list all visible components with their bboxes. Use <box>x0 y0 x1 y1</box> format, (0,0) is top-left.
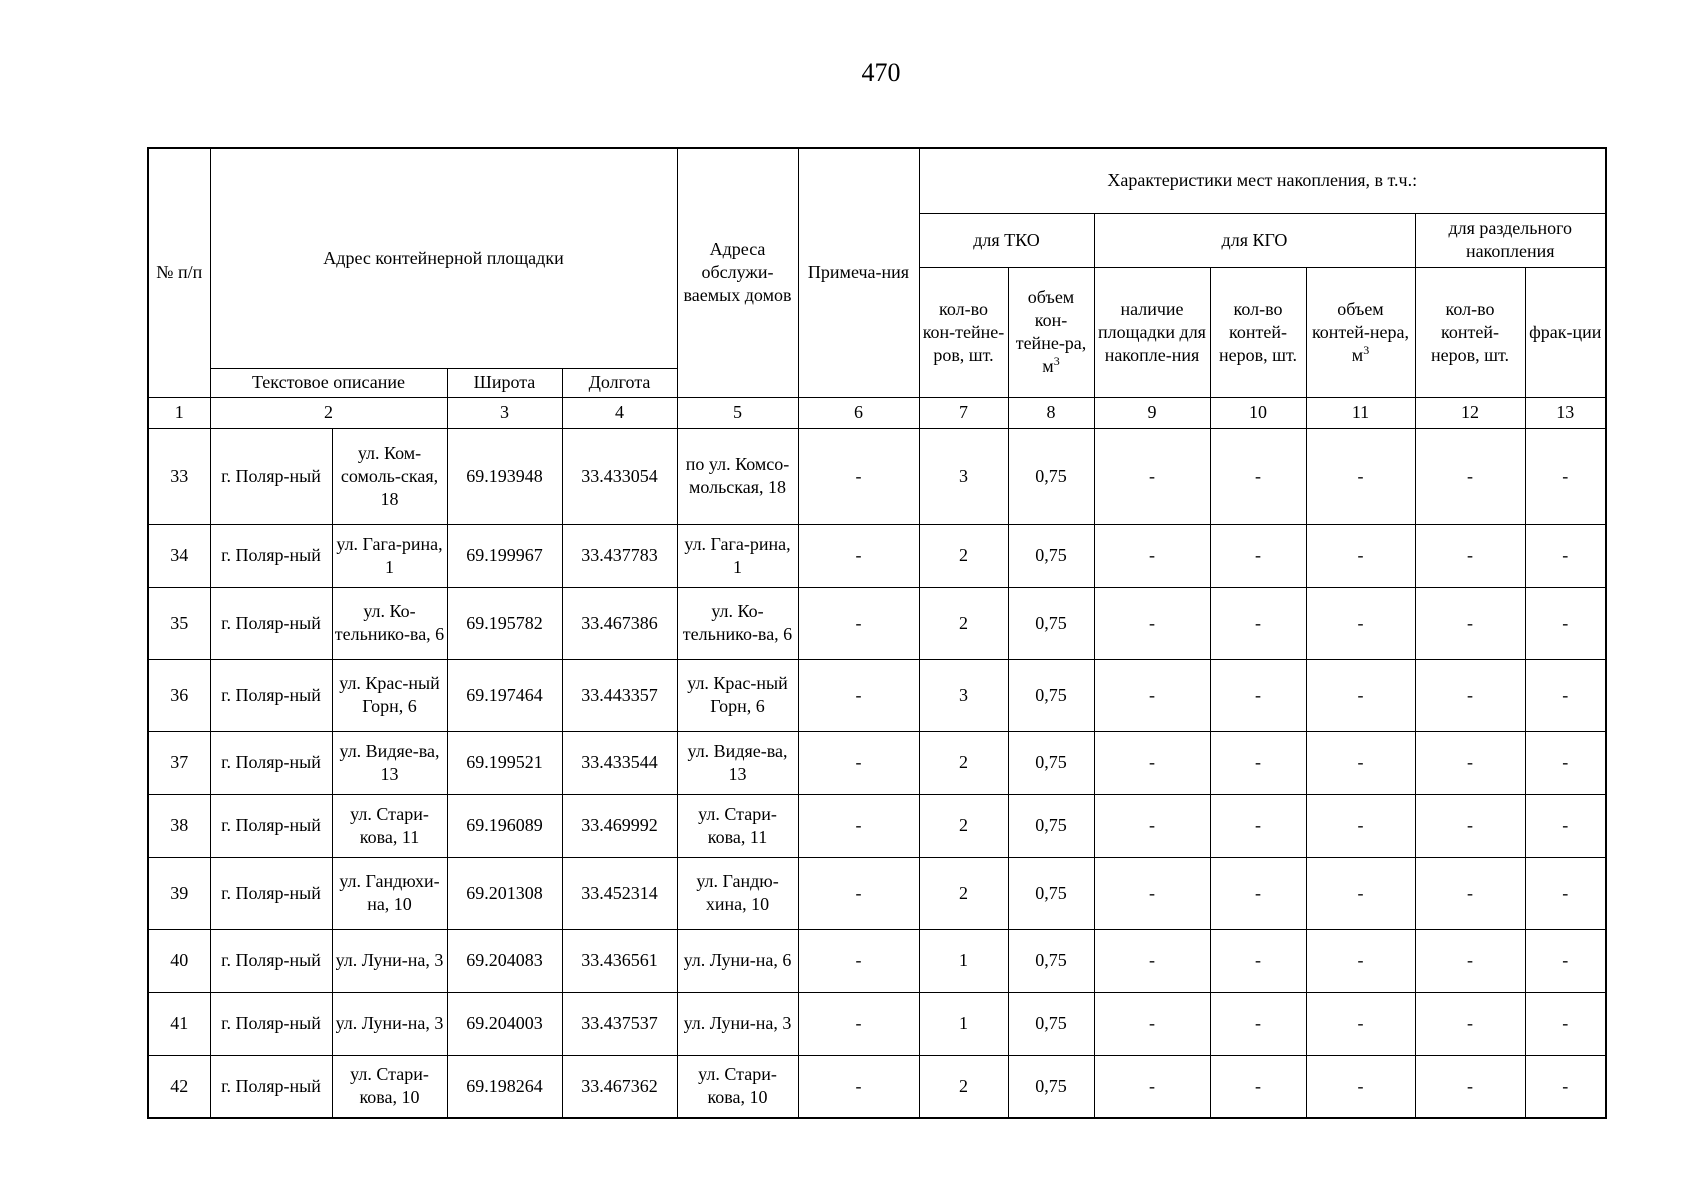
table-row <box>148 659 1606 731</box>
column-number: 1 <box>148 397 210 428</box>
served-address-cell: ул. Видяе-ва, 13 <box>677 731 798 794</box>
note-cell: - <box>798 428 919 524</box>
longitude-cell: 33.437783 <box>562 524 677 587</box>
column-number: 11 <box>1306 397 1415 428</box>
column-number: 2 <box>210 397 447 428</box>
unit-superscript: 3 <box>1053 354 1060 368</box>
served-address-cell: по ул. Комсо-мольская, 18 <box>677 428 798 524</box>
longitude-cell: 33.467386 <box>562 587 677 659</box>
column-number: 7 <box>919 397 1008 428</box>
city-cell: г. Поляр-ный <box>210 992 332 1055</box>
kgo-site-cell: - <box>1094 587 1210 659</box>
kgo-site-cell: - <box>1094 659 1210 731</box>
city-cell: г. Поляр-ный <box>210 659 332 731</box>
kgo-site-cell: - <box>1094 731 1210 794</box>
sep-fractions-cell: - <box>1525 659 1606 731</box>
kgo-volume-cell: - <box>1306 857 1415 929</box>
kgo-volume-cell: - <box>1306 659 1415 731</box>
kgo-count-cell: - <box>1210 731 1306 794</box>
note-cell: - <box>798 524 919 587</box>
tko-volume-cell: 0,75 <box>1008 929 1094 992</box>
latitude-cell: 69.197464 <box>447 659 562 731</box>
kgo-volume-cell: - <box>1306 731 1415 794</box>
served-address-cell: ул. Луни-на, 3 <box>677 992 798 1055</box>
sep-fractions-cell: - <box>1525 992 1606 1055</box>
tko-volume-cell: 0,75 <box>1008 731 1094 794</box>
sep-count-cell: - <box>1415 1055 1525 1118</box>
note-cell: - <box>798 587 919 659</box>
kgo-site-cell: - <box>1094 524 1210 587</box>
longitude-cell: 33.452314 <box>562 857 677 929</box>
header-longitude: Долгота <box>562 368 677 397</box>
header-kgo: для КГО <box>1094 213 1415 267</box>
header-latitude: Широта <box>447 368 562 397</box>
sep-count-cell: - <box>1415 428 1525 524</box>
latitude-cell: 69.201308 <box>447 857 562 929</box>
longitude-cell: 33.433054 <box>562 428 677 524</box>
sep-fractions-cell: - <box>1525 929 1606 992</box>
tko-count-cell: 2 <box>919 794 1008 857</box>
sep-fractions-cell: - <box>1525 731 1606 794</box>
kgo-volume-cell: - <box>1306 587 1415 659</box>
table-row <box>148 587 1606 659</box>
latitude-cell: 69.199521 <box>447 731 562 794</box>
longitude-cell: 33.467362 <box>562 1055 677 1118</box>
header-separate: для раздельного накопления <box>1415 213 1606 267</box>
page-number: 470 <box>861 58 901 87</box>
tko-count-cell: 2 <box>919 524 1008 587</box>
note-cell: - <box>798 992 919 1055</box>
latitude-cell: 69.193948 <box>447 428 562 524</box>
kgo-volume-cell: - <box>1306 929 1415 992</box>
header-kgo-volume <box>1306 267 1415 397</box>
served-address-cell: ул. Гандю-хина, 10 <box>677 857 798 929</box>
tko-count-cell: 3 <box>919 659 1008 731</box>
street-cell: ул. Луни-на, 3 <box>332 929 447 992</box>
city-cell: г. Поляр-ный <box>210 428 332 524</box>
latitude-cell: 69.204003 <box>447 992 562 1055</box>
tko-volume-cell: 0,75 <box>1008 794 1094 857</box>
kgo-count-cell: - <box>1210 992 1306 1055</box>
table-row <box>148 731 1606 794</box>
note-cell: - <box>798 857 919 929</box>
kgo-site-cell: - <box>1094 1055 1210 1118</box>
city-cell: г. Поляр-ный <box>210 731 332 794</box>
note-cell: - <box>798 929 919 992</box>
tko-count-cell: 3 <box>919 428 1008 524</box>
kgo-count-cell: - <box>1210 929 1306 992</box>
tko-count-cell: 2 <box>919 731 1008 794</box>
sep-count-cell: - <box>1415 929 1525 992</box>
row-number: 38 <box>148 794 210 857</box>
served-address-cell: ул. Луни-на, 6 <box>677 929 798 992</box>
latitude-cell: 69.196089 <box>447 794 562 857</box>
header-kgo-site: наличие площадки для накопле-ния <box>1094 267 1210 397</box>
row-number: 42 <box>148 1055 210 1118</box>
note-cell: - <box>798 659 919 731</box>
sep-fractions-cell: - <box>1525 587 1606 659</box>
served-address-cell: ул. Гага-рина, 1 <box>677 524 798 587</box>
city-cell: г. Поляр-ный <box>210 1055 332 1118</box>
kgo-site-cell: - <box>1094 857 1210 929</box>
table-row <box>148 992 1606 1055</box>
longitude-cell: 33.437537 <box>562 992 677 1055</box>
kgo-count-cell: - <box>1210 428 1306 524</box>
tko-volume-cell: 0,75 <box>1008 857 1094 929</box>
table-row <box>148 857 1606 929</box>
street-cell: ул. Гага-рина, 1 <box>332 524 447 587</box>
column-number: 9 <box>1094 397 1210 428</box>
row-number: 36 <box>148 659 210 731</box>
kgo-count-cell: - <box>1210 587 1306 659</box>
kgo-volume-cell: - <box>1306 992 1415 1055</box>
latitude-cell: 69.195782 <box>447 587 562 659</box>
served-address-cell: ул. Ко-тельнико-ва, 6 <box>677 587 798 659</box>
tko-count-cell: 2 <box>919 1055 1008 1118</box>
header-served-addresses: Адреса обслужи-ваемых домов <box>677 148 798 397</box>
sep-fractions-cell: - <box>1525 794 1606 857</box>
latitude-cell: 69.204083 <box>447 929 562 992</box>
latitude-cell: 69.198264 <box>447 1055 562 1118</box>
longitude-cell: 33.436561 <box>562 929 677 992</box>
tko-count-cell: 1 <box>919 929 1008 992</box>
container-sites-table <box>147 147 1607 1119</box>
tko-volume-cell: 0,75 <box>1008 992 1094 1055</box>
tko-count-cell: 2 <box>919 587 1008 659</box>
kgo-count-cell: - <box>1210 794 1306 857</box>
tko-volume-cell: 0,75 <box>1008 659 1094 731</box>
unit-superscript: 3 <box>1363 342 1370 357</box>
kgo-count-cell: - <box>1210 1055 1306 1118</box>
latitude-cell: 69.199967 <box>447 524 562 587</box>
column-number: 13 <box>1525 397 1606 428</box>
street-cell: ул. Крас-ный Горн, 6 <box>332 659 447 731</box>
table-row <box>148 524 1606 587</box>
header-address: Адрес контейнерной площадки <box>210 148 677 368</box>
tko-count-cell: 1 <box>919 992 1008 1055</box>
sep-count-cell: - <box>1415 794 1525 857</box>
column-number: 5 <box>677 397 798 428</box>
note-cell: - <box>798 1055 919 1118</box>
sep-count-cell: - <box>1415 731 1525 794</box>
header-tko-volume-text: объем кон-тейне-ра, м <box>1015 287 1087 376</box>
sep-fractions-cell: - <box>1525 428 1606 524</box>
kgo-count-cell: - <box>1210 524 1306 587</box>
longitude-cell: 33.469992 <box>562 794 677 857</box>
street-cell: ул. Луни-на, 3 <box>332 992 447 1055</box>
street-cell: ул. Стари-кова, 10 <box>332 1055 447 1118</box>
sep-count-cell: - <box>1415 659 1525 731</box>
street-cell: ул. Видяе-ва, 13 <box>332 731 447 794</box>
sep-fractions-cell: - <box>1525 1055 1606 1118</box>
header-tko-volume <box>1008 267 1094 397</box>
tko-count-cell: 2 <box>919 857 1008 929</box>
kgo-site-cell: - <box>1094 929 1210 992</box>
table-row <box>148 794 1606 857</box>
tko-volume-cell: 0,75 <box>1008 587 1094 659</box>
header-kgo-volume-text: объем контей-нера, м <box>1311 298 1410 365</box>
kgo-site-cell: - <box>1094 794 1210 857</box>
column-number: 8 <box>1008 397 1094 428</box>
header-num: № п/п <box>148 148 210 397</box>
header-notes: Примеча-ния <box>798 148 919 397</box>
kgo-count-cell: - <box>1210 857 1306 929</box>
served-address-cell: ул. Стари-кова, 11 <box>677 794 798 857</box>
city-cell: г. Поляр-ный <box>210 794 332 857</box>
kgo-count-cell: - <box>1210 659 1306 731</box>
street-cell: ул. Ко-тельнико-ва, 6 <box>332 587 447 659</box>
column-number: 10 <box>1210 397 1306 428</box>
header-sep-count: кол-во контей-неров, шт. <box>1415 267 1525 397</box>
sep-count-cell: - <box>1415 992 1525 1055</box>
row-number: 34 <box>148 524 210 587</box>
row-number: 41 <box>148 992 210 1055</box>
header-kgo-count: кол-во контей-неров, шт. <box>1210 267 1306 397</box>
tko-volume-cell: 0,75 <box>1008 1055 1094 1118</box>
note-cell: - <box>798 731 919 794</box>
city-cell: г. Поляр-ный <box>210 587 332 659</box>
kgo-volume-cell: - <box>1306 794 1415 857</box>
table-row <box>148 428 1606 524</box>
street-cell: ул. Гандюхи-на, 10 <box>332 857 447 929</box>
kgo-volume-cell: - <box>1306 1055 1415 1118</box>
header-sep-fractions: фрак-ции <box>1525 267 1606 397</box>
sep-count-cell: - <box>1415 587 1525 659</box>
sep-count-cell: - <box>1415 857 1525 929</box>
kgo-site-cell: - <box>1094 992 1210 1055</box>
kgo-volume-cell: - <box>1306 428 1415 524</box>
header-text-description: Текстовое описание <box>210 368 447 397</box>
sep-count-cell: - <box>1415 524 1525 587</box>
column-number: 12 <box>1415 397 1525 428</box>
longitude-cell: 33.443357 <box>562 659 677 731</box>
served-address-cell: ул. Стари-кова, 10 <box>677 1055 798 1118</box>
header-tko-count: кол-во кон-тейне-ров, шт. <box>919 267 1008 397</box>
column-number: 3 <box>447 397 562 428</box>
street-cell: ул. Ком-сомоль-ская, 18 <box>332 428 447 524</box>
street-cell: ул. Стари-кова, 11 <box>332 794 447 857</box>
kgo-site-cell: - <box>1094 428 1210 524</box>
row-number: 39 <box>148 857 210 929</box>
tko-volume-cell: 0,75 <box>1008 524 1094 587</box>
header-tko: для ТКО <box>919 213 1094 267</box>
table-row <box>148 929 1606 992</box>
column-number: 4 <box>562 397 677 428</box>
kgo-volume-cell: - <box>1306 524 1415 587</box>
city-cell: г. Поляр-ный <box>210 929 332 992</box>
city-cell: г. Поляр-ный <box>210 524 332 587</box>
note-cell: - <box>798 794 919 857</box>
city-cell: г. Поляр-ный <box>210 857 332 929</box>
sep-fractions-cell: - <box>1525 524 1606 587</box>
row-number: 40 <box>148 929 210 992</box>
header-characteristics: Характеристики мест накопления, в т.ч.: <box>919 148 1606 213</box>
row-number: 37 <box>148 731 210 794</box>
served-address-cell: ул. Крас-ный Горн, 6 <box>677 659 798 731</box>
longitude-cell: 33.433544 <box>562 731 677 794</box>
column-number-row <box>148 397 1606 428</box>
sep-fractions-cell: - <box>1525 857 1606 929</box>
row-number: 35 <box>148 587 210 659</box>
tko-volume-cell: 0,75 <box>1008 428 1094 524</box>
column-number: 6 <box>798 397 919 428</box>
table-row <box>148 1055 1606 1118</box>
row-number: 33 <box>148 428 210 524</box>
